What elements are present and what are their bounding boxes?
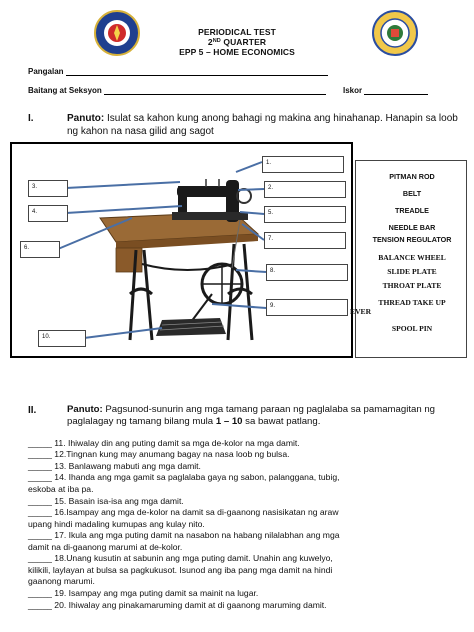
answer-box-8[interactable]	[266, 264, 348, 281]
grade-section-label: Baitang at Seksyon	[28, 86, 102, 95]
choices-box	[350, 160, 467, 358]
choice-needle-bar: NEEDLE BAR	[388, 223, 436, 232]
answer-box-7[interactable]	[264, 232, 346, 249]
list-item: _____ 18.Unang kusutin at sabunin ang mga puting damit. Unahin ang kuwelyo,	[28, 553, 333, 563]
sewing-machine-image	[12, 144, 351, 356]
list-item: _____ 12.Tingnan kung may anumang bagay na nasa loob ng bulsa.	[28, 449, 290, 459]
test-title: PERIODICAL TEST	[198, 27, 276, 37]
score-label: Iskor	[343, 86, 363, 95]
section-2-lead: Panuto:	[67, 404, 103, 415]
subject-title: EPP 5 – HOME ECONOMICS	[179, 47, 295, 57]
quarter-title	[0, 37, 474, 47]
grade-section-line[interactable]	[104, 86, 326, 95]
name-line[interactable]	[66, 67, 328, 76]
score-line[interactable]	[364, 86, 428, 95]
answer-box-9-number: 9.	[270, 303, 276, 309]
choice-tension-regulator: TENSION REGULATOR	[372, 235, 452, 244]
list-item: upang hindi madaling kumupas ang kulay nito.	[28, 519, 205, 529]
quarter-word: QUARTER	[220, 37, 267, 47]
section-1-instructions	[67, 113, 462, 138]
list-item: _____ 20. Ihiwalay ang pinakamaruming damit at di gaanong maruming damit.	[28, 600, 327, 610]
choice-balance-wheel: BALANCE WHEEL	[378, 253, 446, 262]
list-item: damit na di-gaanong marumi at de-kolor.	[28, 542, 183, 552]
answer-box-5[interactable]	[264, 206, 346, 223]
name-label: Pangalan	[28, 67, 64, 76]
choice-throat-plate: THROAT PLATE	[382, 281, 442, 290]
choice-spool-pin: SPOOL PIN	[391, 324, 433, 333]
list-item: _____ 17. Ikula ang mga puting damit na nasabon na habang nilalabhan ang mga	[28, 530, 340, 540]
answer-box-7-number: 7.	[268, 236, 274, 242]
section-2-text-b: sa bawat patlang.	[242, 415, 321, 427]
answer-box-8-number: 8.	[270, 268, 276, 274]
name-field	[28, 67, 328, 76]
section-2-instructions	[67, 404, 467, 427]
list-item: _____ 14. Ihanda ang mga gamit sa paglalaba gaya ng sabon, palanggana, tubig,	[28, 472, 340, 482]
answer-box-4-number: 4.	[32, 209, 38, 215]
answer-box-2[interactable]	[264, 181, 346, 198]
section-1-lead: Panuto:	[67, 113, 105, 124]
choice-thread-take-up-lever: EVER	[350, 307, 372, 316]
list-item: _____ 13. Banlawang mabuti ang mga damit.	[28, 461, 201, 471]
answer-box-3-number: 3.	[32, 184, 38, 190]
answer-box-9[interactable]	[266, 299, 348, 316]
list-item: kilikili, laylayan at bulsa sa pagkukusot. Isunod ang iba pang mga damit na hindi	[28, 565, 333, 575]
section-1-text: Isulat sa kahon kung anong bahagi ng makina ang hinahanap. Hanapin sa loob ng kahon na nasa gilid ang sagot	[67, 113, 458, 137]
answer-box-4[interactable]	[28, 205, 68, 222]
sewing-machine-diagram	[10, 142, 353, 358]
section-2-number: II.	[28, 405, 37, 416]
list-item: _____ 11. Ihiwalay din ang puting damit sa mga de-kolor na mga damit.	[28, 438, 300, 448]
answer-box-1[interactable]	[262, 156, 344, 173]
section-2-text-a: Pagsunod-sunurin ang mga tamang paraan ng paglalaba sa pamamagitan ng paglalagay ng tamang bilang mula	[67, 404, 436, 427]
choice-treadle: TREADLE	[395, 206, 429, 215]
section-1-number: I.	[28, 113, 34, 124]
choice-thread-take-up: THREAD TAKE UP	[378, 298, 446, 307]
answer-box-10[interactable]	[38, 330, 86, 347]
answer-box-1-number: 1.	[266, 160, 272, 166]
choice-pitman-rod: PITMAN ROD	[389, 172, 435, 181]
list-item: _____ 19. Isampay ang mga puting damit sa mainit na lugar.	[28, 588, 259, 598]
answer-box-10-number: 10.	[42, 334, 51, 340]
choice-belt: BELT	[402, 189, 422, 198]
list-item: eskoba at iba pa.	[28, 484, 94, 494]
grade-section-field	[28, 86, 326, 95]
list-item: _____ 16.Isampay ang mga de-kolor na damit sa di-gaanong nasisikatan ng araw	[28, 507, 339, 517]
list-item: _____ 15. Basain isa-isa ang mga damit.	[28, 496, 184, 506]
answer-box-2-number: 2.	[268, 185, 274, 191]
answer-box-6-number: 6.	[24, 245, 30, 251]
quarter-suffix: ND	[212, 38, 221, 44]
quarter-number: 2	[207, 37, 213, 47]
answer-box-3[interactable]	[28, 180, 68, 197]
answer-box-6[interactable]	[20, 241, 60, 258]
choice-slide-plate: SLIDE PLATE	[387, 267, 437, 276]
answer-box-5-number: 5.	[268, 210, 274, 216]
section-2-range: 1 – 10	[215, 415, 243, 427]
score-field	[343, 86, 428, 95]
list-item: gaanong marumi.	[28, 576, 95, 586]
